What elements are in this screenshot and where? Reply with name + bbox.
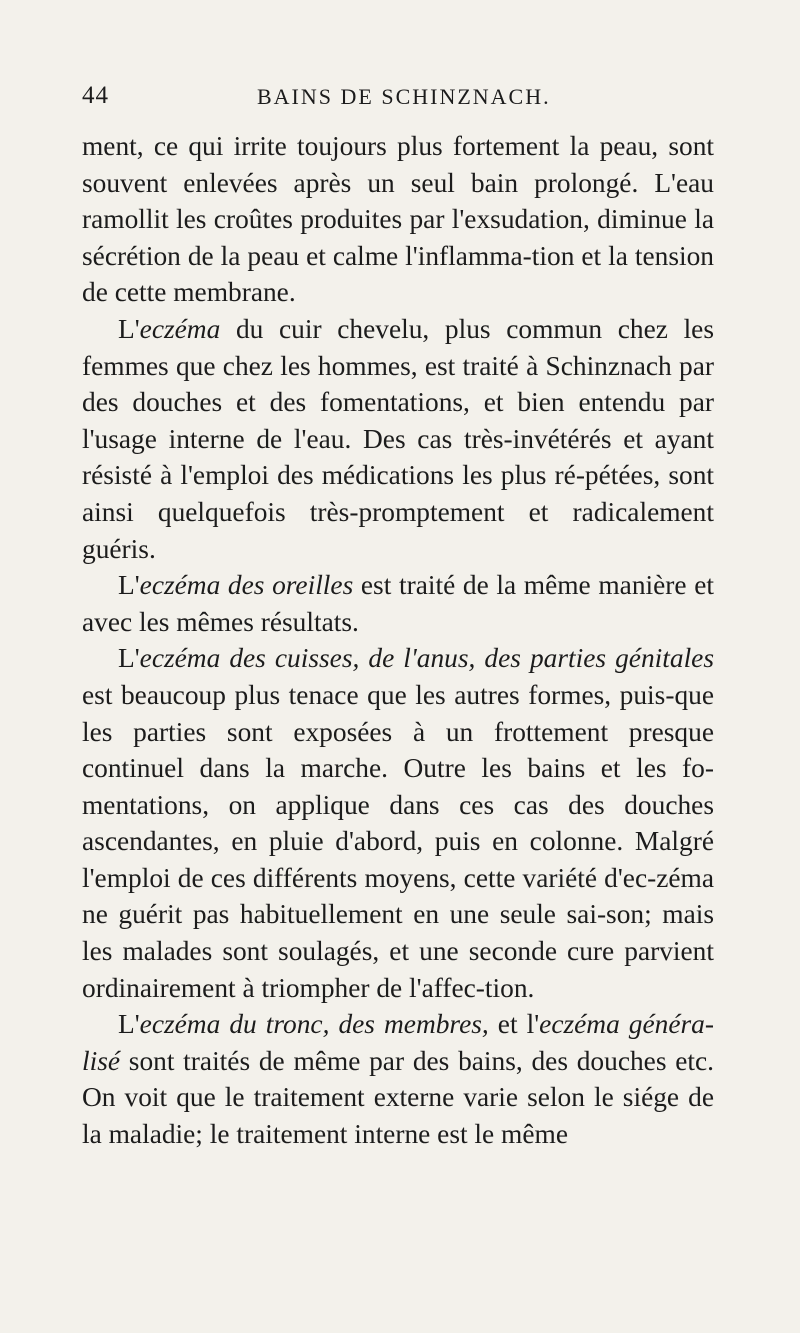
italic-term: eczéma généra-lisé (82, 1009, 714, 1076)
text-run: est beaucoup plus tenace que les autres formes, puis-que les parties sont exposées à un frottement presque continuel dans la marche. Outre les bains et les fo-mentations, on applique dans ces cas des douches ascendantes, en pluie d'abord, puis en colonne. Malgré l'emploi de ces différents moyens, cette variété d'ec-zéma ne guérit pas habituellement en une seule sai-son; mais les malades sont soulagés, et une seconde cure parvient ordinairement à triompher de l'affec-tion. (82, 679, 714, 1003)
italic-term: eczéma des oreilles (139, 570, 354, 601)
text-run: L' (118, 1009, 140, 1040)
paragraph-2 (82, 311, 714, 567)
paragraph-4 (82, 640, 714, 1006)
italic-term: eczéma (139, 313, 221, 344)
italic-term: eczéma des cuisses, de l'anus, des parties génitales (139, 643, 714, 674)
text-run: L' (118, 570, 140, 601)
paragraph-1 (82, 128, 714, 311)
text-run: sont traités de même par des bains, des douches etc. On voit que le traitement externe varie selon le siége de la maladie; le traitement interne est le même (82, 1045, 714, 1150)
text-run: est traité de la même manière et avec les mêmes résultats. (82, 570, 714, 637)
text-run: du cuir chevelu, plus commun chez les femmes que chez les hommes, est traité à Schinznach par des douches et des fomentations, et bien entendu par l'usage interne de l'eau. Des cas très-invétérés et ayant résisté à l'emploi des médications les plus ré-pétées, sont ainsi quelquefois très-promptement et radicalement guéris. (82, 313, 714, 564)
text-run: L' (118, 643, 140, 674)
paragraph-5 (82, 1006, 714, 1152)
text-run: et l' (488, 1009, 540, 1040)
italic-term: eczéma du tronc, des membres, (139, 1009, 489, 1040)
paragraph-3 (82, 567, 714, 640)
running-head: BAINS DE SCHINZNACH. (257, 84, 551, 109)
body-text (82, 128, 714, 1153)
paragraph-1-text: ment, ce qui irrite toujours plus fortement la peau, sont souvent enlevées après un seul bain prolongé. L'eau ramollit les croûtes produites par l'exsudation, diminue la sécrétion de la peau et calme l'inflamma-tion et la tension de cette membrane. (82, 131, 714, 308)
text-run: L' (118, 313, 140, 344)
page-number: 44 (82, 82, 109, 109)
page-header (82, 82, 722, 118)
